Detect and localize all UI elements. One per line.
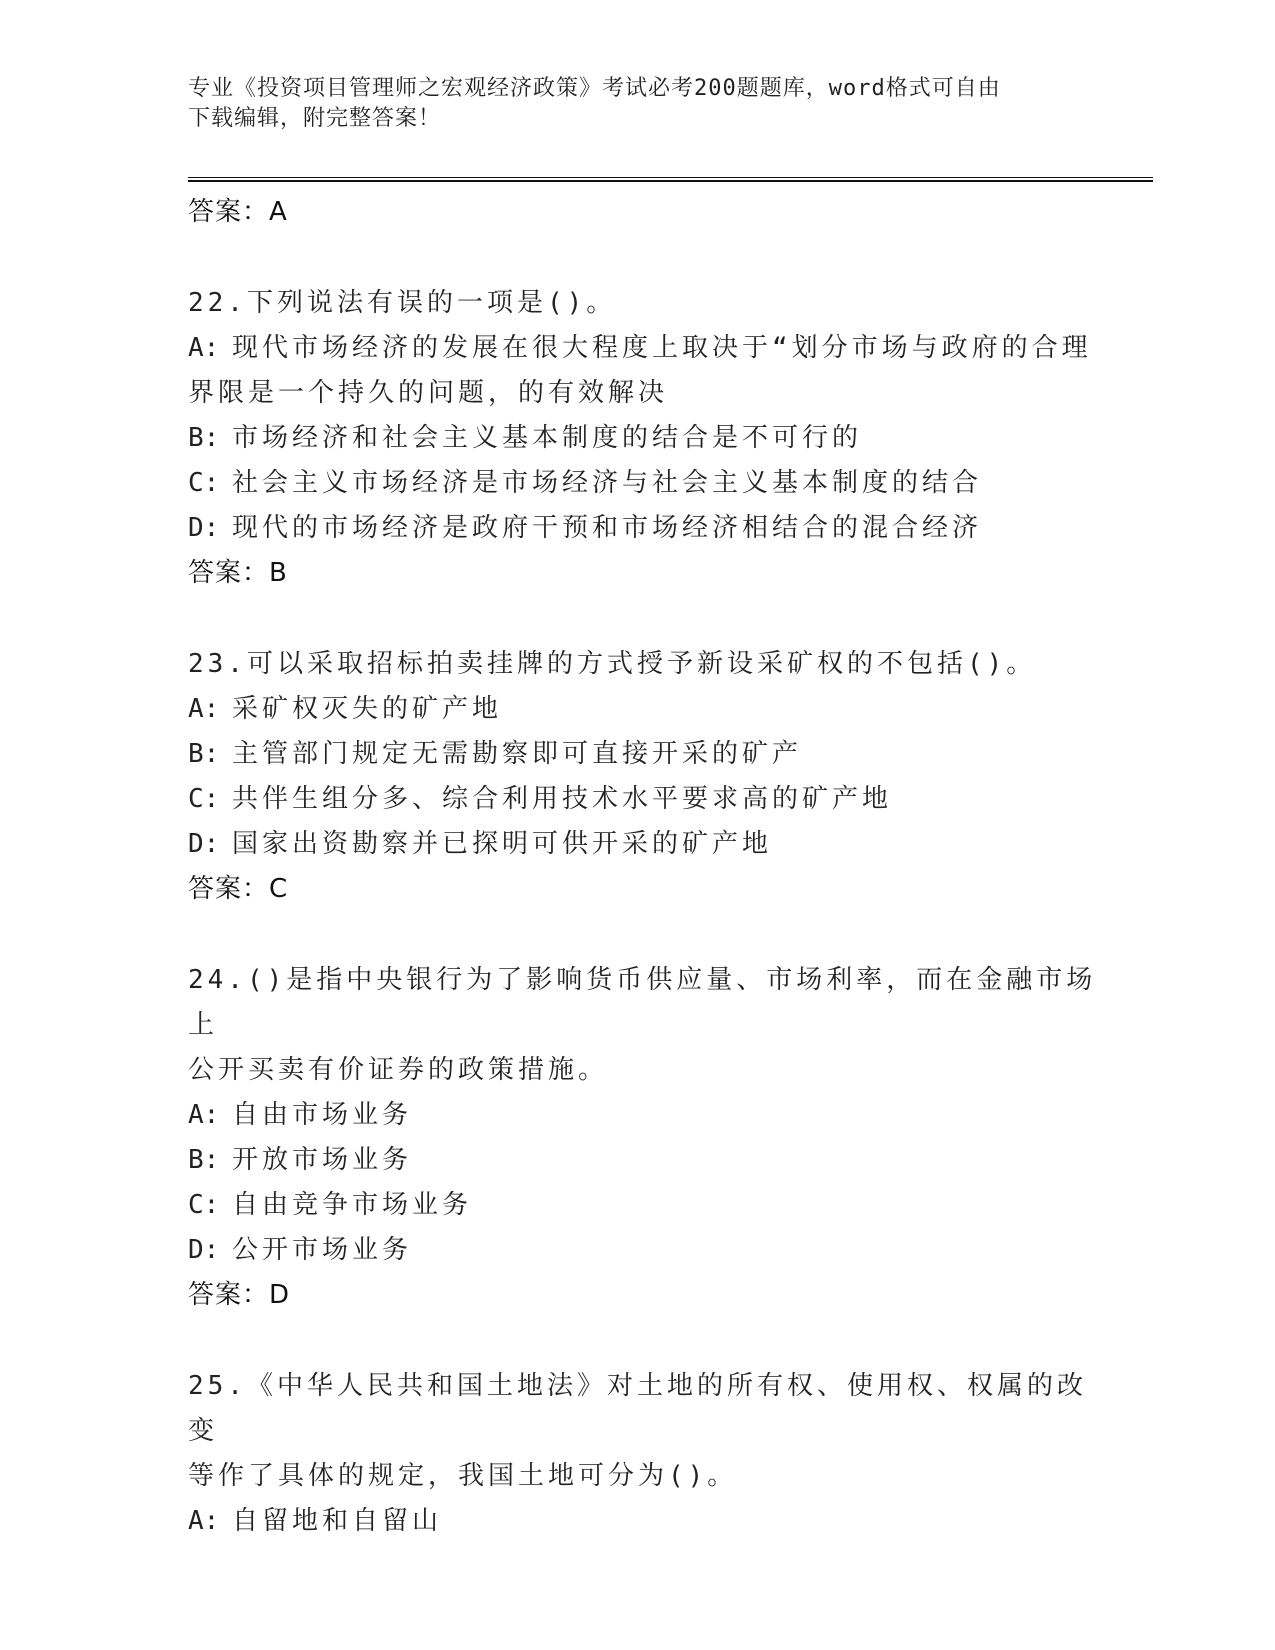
option-text: 开放市场业务 xyxy=(232,1145,413,1175)
option-text: 社会主义市场经济是市场经济与社会主义基本制度的结合 xyxy=(232,468,983,498)
option-key: D: xyxy=(188,829,220,859)
option-d xyxy=(188,1228,1108,1273)
option-key: A: xyxy=(188,694,220,724)
option-b xyxy=(188,1138,1108,1183)
question-stem-continued: 等作了具体的规定，我国土地可分为()。 xyxy=(188,1461,738,1491)
header-divider xyxy=(188,177,1153,182)
option-text: 主管部门规定无需勘察即可直接开采的矿产 xyxy=(232,739,803,769)
option-key: B: xyxy=(188,1145,220,1175)
option-c xyxy=(188,1183,1108,1228)
option-key: A: xyxy=(188,1506,220,1536)
option-text: 现代的市场经济是政府干预和市场经济相结合的混合经济 xyxy=(232,513,983,543)
option-key: D: xyxy=(188,1235,220,1265)
option-b xyxy=(188,416,1108,461)
option-text: 共伴生组分多、综合利用技术水平要求高的矿产地 xyxy=(232,784,893,814)
option-text: 公开市场业务 xyxy=(232,1235,413,1265)
question-stem: 24.()是指中央银行为了影响货币供应量、市场利率，而在金融市场上 xyxy=(188,965,1097,1040)
answer-line: 答案：B xyxy=(188,558,288,588)
question-content xyxy=(188,190,1108,1544)
header-line-1: 专业《投资项目管理师之宏观经济政策》考试必考200题题库，word格式可自由 xyxy=(188,76,1001,101)
option-key: C: xyxy=(188,468,220,498)
option-b xyxy=(188,732,1108,777)
question-22 xyxy=(188,281,1108,596)
option-a xyxy=(188,1499,1108,1544)
header-line-2: 下载编辑，附完整答案！ xyxy=(188,106,442,131)
option-a xyxy=(188,687,1108,732)
option-key: B: xyxy=(188,423,220,453)
question-stem: 25.《中华人民共和国土地法》对土地的所有权、使用权、权属的改变 xyxy=(188,1371,1087,1446)
answer-line: 答案：A xyxy=(188,197,288,227)
option-a xyxy=(188,326,1108,371)
option-text: 市场经济和社会主义基本制度的结合是不可行的 xyxy=(232,423,863,453)
question-23 xyxy=(188,642,1108,912)
question-stem-continued: 公开买卖有价证券的政策措施。 xyxy=(188,1055,609,1085)
option-d xyxy=(188,822,1108,867)
option-key: B: xyxy=(188,739,220,769)
option-a-continued: 界限是一个持久的问题，的有效解决 xyxy=(188,378,669,408)
answer-line: 答案：C xyxy=(188,874,289,904)
option-text: 现代市场经济的发展在很大程度上取决于“划分市场与政府的合理 xyxy=(232,333,1092,363)
question-25 xyxy=(188,1364,1108,1544)
option-c xyxy=(188,777,1108,822)
option-key: D: xyxy=(188,513,220,543)
question-stem: 22.下列说法有误的一项是()。 xyxy=(188,288,617,318)
option-d xyxy=(188,506,1108,551)
option-c xyxy=(188,461,1108,506)
option-text: 自留地和自留山 xyxy=(232,1506,443,1536)
document-header xyxy=(188,74,1088,134)
option-text: 国家出资勘察并已探明可供开采的矿产地 xyxy=(232,829,773,859)
option-key: C: xyxy=(188,784,220,814)
option-text: 自由竞争市场业务 xyxy=(232,1190,473,1220)
option-key: A: xyxy=(188,333,220,363)
question-24 xyxy=(188,958,1108,1318)
option-key: A: xyxy=(188,1100,220,1130)
option-a xyxy=(188,1093,1108,1138)
option-key: C: xyxy=(188,1190,220,1220)
question-stem: 23.可以采取招标拍卖挂牌的方式授予新设采矿权的不包括()。 xyxy=(188,649,1037,679)
answer-line: 答案：D xyxy=(188,1280,291,1310)
option-text: 自由市场业务 xyxy=(232,1100,413,1130)
option-text: 采矿权灭失的矿产地 xyxy=(232,694,503,724)
